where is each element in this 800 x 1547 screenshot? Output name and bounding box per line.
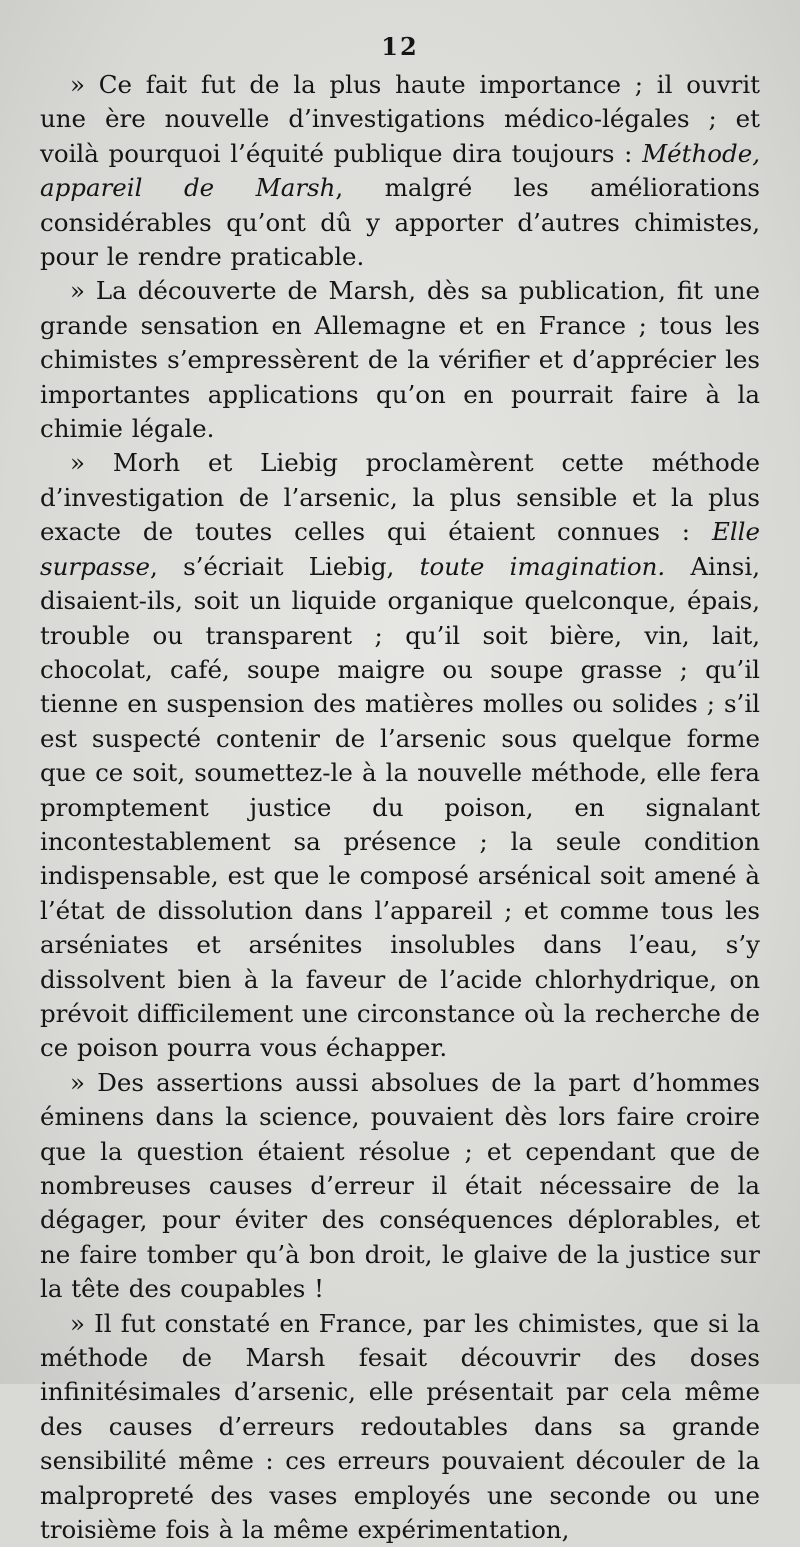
paragraph-1-text-b: , malgré les améliorations considérables qu’ont dû y apporter d’autres chimistes, pour le rendre praticable. — [40, 173, 760, 272]
paragraph-2 — [40, 274, 760, 446]
page-number: 12 — [381, 32, 419, 61]
paragraph-1-text-a: » Ce fait fut de la plus haute importance ; il ouvrit une ère nouvelle d’investigations médico-légales ; et voilà pourquoi l’équité publique dira toujours : — [40, 70, 760, 168]
body-text — [40, 68, 760, 1547]
paragraph-3-text-b: , s’écriait Liebig, — [150, 551, 420, 581]
paragraph-4-text: » Des assertions aussi absolues de la part d’hommes éminens dans la science, pouvaient dès lors faire croire que la question étaient résolue ; et cependant que de nombreuses causes d’erreur il était nécessaire de la dégager, pour éviter des conséquences déplorables, et ne faire tomber qu’à bon droit, le glaive de la justice sur la tête des coupables ! — [40, 1067, 760, 1304]
paragraph-3-italic-quote-b: toute imagination. — [419, 551, 666, 581]
paragraph-1 — [40, 68, 760, 274]
paragraph-5 — [40, 1307, 760, 1547]
paragraph-5-text: » Il fut constaté en France, par les chimistes, que si la méthode de Marsh fesait découvrir des doses infinitésimales d’arsenic, elle présentait par cela même des causes d’erreurs redoutables dans sa grande sensibilité même : ces erreurs pouvaient découler de la malpropreté des vases employés une seconde ou une troisième fois à la même expérimentation, — [40, 1308, 760, 1545]
paragraph-1-italic-method: Méthode, appareil de Marsh — [40, 138, 760, 203]
paragraph-3-text-a: » Morh et Liebig proclamèrent cette méthode d’investigation de l’arsenic, la plus sensible et la plus exacte de toutes celles qui étaient connues : — [40, 448, 760, 547]
paragraph-3-text-c: Ainsi, disaient-ils, soit un liquide organique quelconque, épais, trouble ou transparent ; qu’il soit bière, vin, lait, chocolat, café, soupe maigre ou soupe grasse ; qu’il tienne en suspension des matières molles ou solides ; s’il est suspecté contenir de l’arsenic sous quelque forme que ce soit, soumettez-le à la nouvelle méthode, elle fera promptement justice du poison, en signalant incontestablement sa présence ; la seule condition indispensable, est que le composé arsénical soit amené à l’état de dissolution dans l’appareil ; et comme tous les arséniates et arsénites insolubles dans l’eau, s’y dissolvent bien à la faveur de l’acide chlorhydrique, on prévoit difficilement une circonstance où la recherche de ce poison pourra vous échapper. — [40, 551, 760, 1063]
paragraph-3-italic-quote-a: Elle surpasse — [40, 517, 760, 581]
paragraph-4 — [40, 1066, 760, 1307]
paragraph-2-text: » La découverte de Marsh, dès sa publication, fit une grande sensation en Allemagne et en France ; tous les chimistes s’empressèrent de la vérifier et d’apprécier les importantes applications qu’on en pourrait faire à la chimie légale. — [40, 276, 760, 444]
paragraph-3 — [40, 446, 760, 1065]
